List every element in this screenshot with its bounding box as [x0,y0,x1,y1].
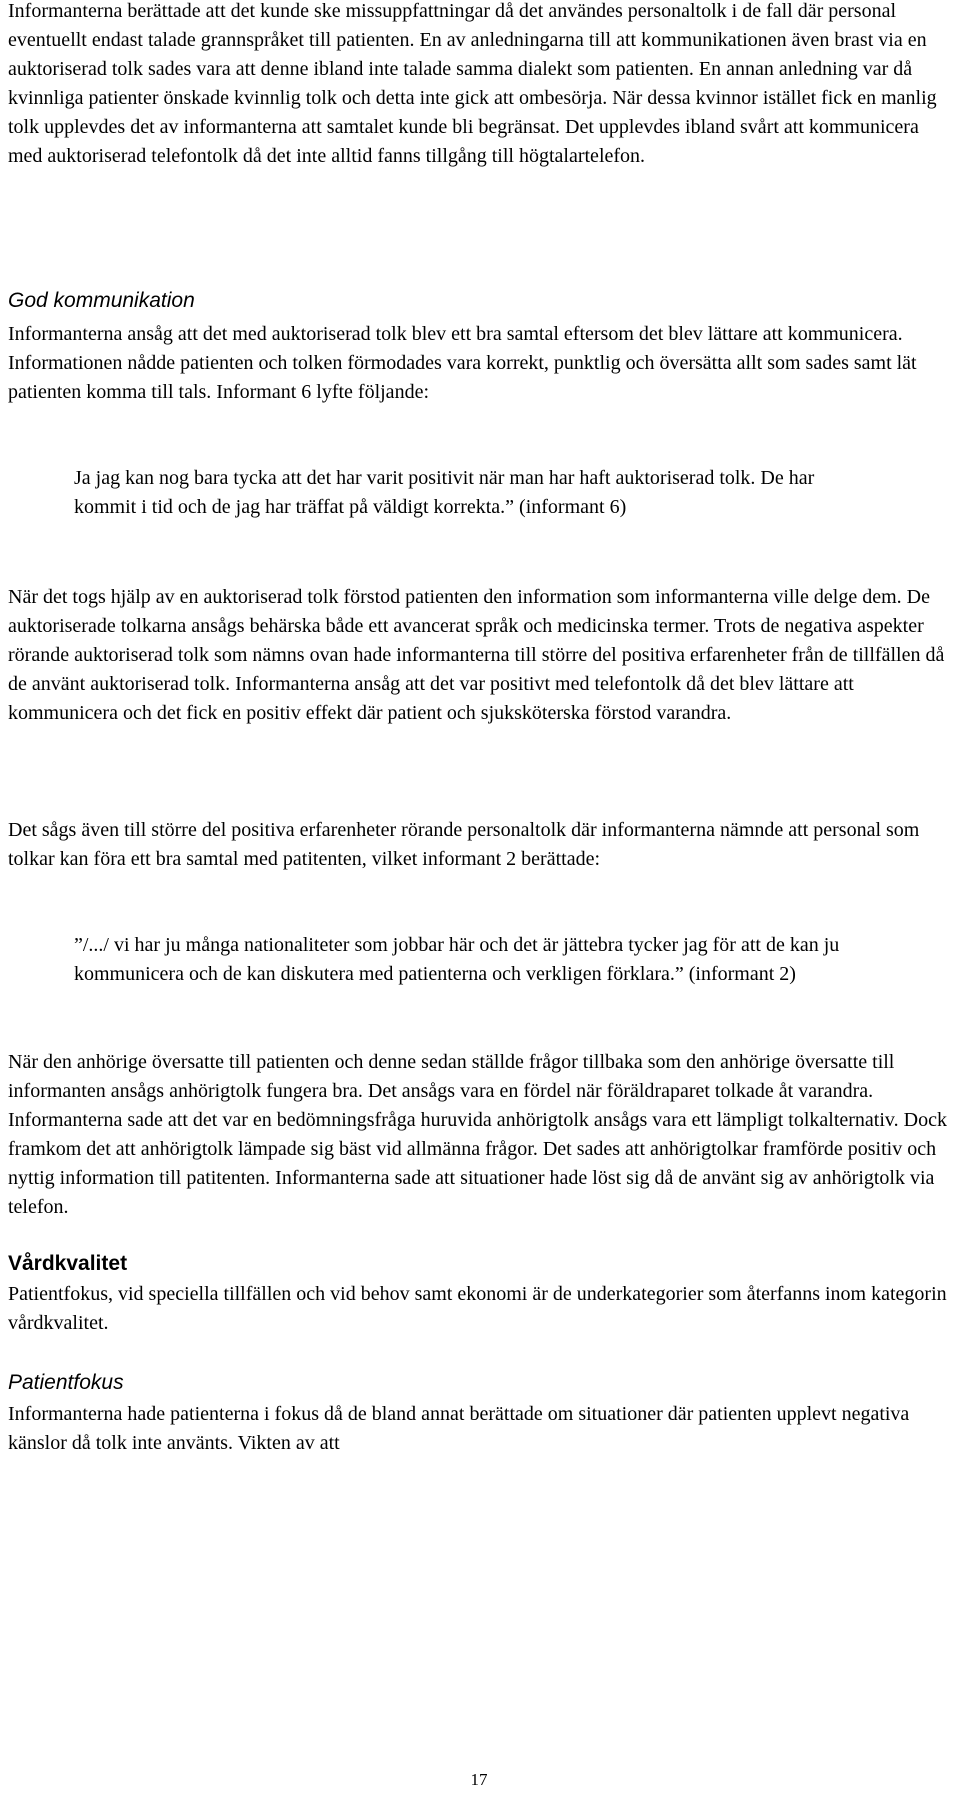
paragraph-authorized-interpreter: När det togs hjälp av en auktoriserad tolk förstod patienten den information som informanterna ville delge dem. De auktoriserade tolkarna ansågs behärska både ett avancerat språk och medicinska termer. Trots de negativa aspekter rörande auktoriserad tolk som nämns ovan hade informanterna till större del positiva erfarenheter från de tillfällen då de använt auktoriserad tolk. Informanterna ansåg att det var positivt med telefontolk då det blev lättare att kommunicera och det fick en positiv effekt där patient och sjuksköterska förstod varandra. [8,586,945,724]
paragraph-staff-interpreter: Det sågs även till större del positiva erfarenheter rörande personaltolk där informanterna nämnde att personal som tolkar kan föra ett bra samtal med patitenten, vilket informant 2 berättade: [8,819,920,870]
paragraph-interpreter-misunderstandings: Informanterna berättade att det kunde ske missuppfattningar då det användes personaltolk i de fall där personal eventuellt endast talade grannspråket till patienten. En av anledningarna till att kommunikationen även brast via en auktoriserad tolk sades vara att denne ibland inte talade samma dialekt som patienten. En annan anledning var då kvinnliga patienter önskade kvinnlig tolk och detta inte gick att ombesörja. När dessa kvinnor istället fick en manlig tolk upplevdes det av informanterna att samtalet kunde bli begränsat. Det upplevdes ibland svårt att kommunicera med auktoriserad telefontolk då det inte alltid fanns tillgång till högtalartelefon. [8,0,937,167]
subheading-patient-focus: Patientfokus [8,1371,124,1394]
quote-informant-2: ”/.../ vi har ju många nationaliteter som jobbar här och det är jättebra tycker jag för att de kan ju kommunicera och de kan diskutera med patienterna och verkligen förklara.” (informant 2) [74,934,840,985]
document-page [8,0,950,1795]
paragraph-patient-focus: Informanterna hade patienterna i fokus då de bland annat berättade om situationer där patienten upplevt negativa känslor då tolk inte använts. Vikten av att [8,1403,910,1454]
paragraph-care-quality: Patientfokus, vid speciella tillfällen och vid behov samt ekonomi är de underkategorier som återfanns inom kategorin vårdkvalitet. [8,1283,947,1334]
page-number: 17 [470,1770,488,1789]
paragraph-good-communication: Informanterna ansåg att det med auktoriserad tolk blev ett bra samtal eftersom det blev lättare att kommunicera. Informationen nådde patienten och tolken förmodades vara korrekt, punktlig och översätta allt som sades samt lät patienten komma till tals. Informant 6 lyfte följande: [8,323,917,403]
paragraph-relative-interpreter: När den anhörige översatte till patienten och denne sedan ställde frågor tillbaka som den anhörige översatte till informanten ansågs anhörigtolk fungera bra. Det ansågs vara en fördel när föräldraparet tolkade åt varandra. Informanterna sade att det var en bedömningsfråga huruvida anhörigtolk ansågs vara ett lämpligt tolkalternativ. Dock framkom det att anhörigtolk lämpade sig bäst vid allmänna frågor. Det sades att anhörigtolkar framförde positiv och nyttig information till patitenten. Informanterna sade att situationer hade löst sig då de använt sig av anhörigtolk via telefon. [8,1051,947,1218]
quote-informant-6: Ja jag kan nog bara tycka att det har varit positivit när man har haft auktoriserad tolk. De har kommit i tid och de jag har träffat på väldigt korrekta.” (informant 6) [74,467,815,518]
heading-care-quality: Vårdkvalitet [8,1252,128,1275]
subheading-good-communication: God kommunikation [8,289,195,312]
